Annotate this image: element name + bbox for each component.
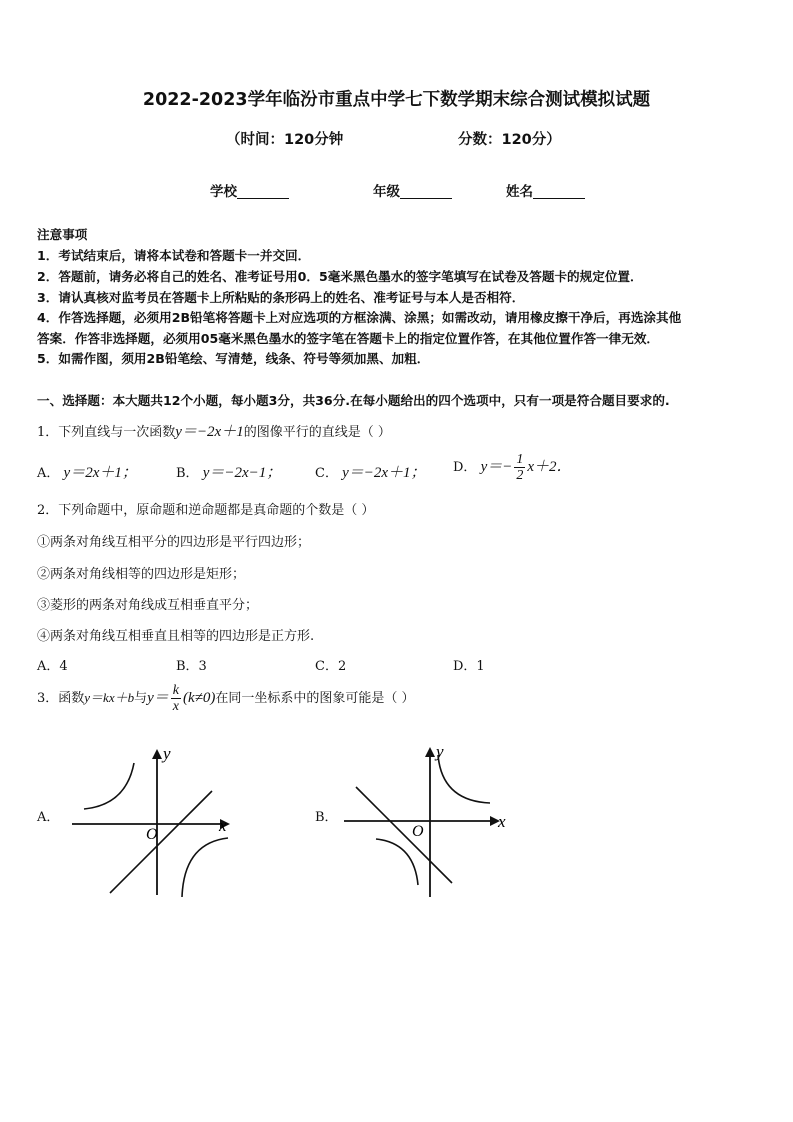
school-blank[interactable] bbox=[237, 184, 289, 199]
y-axis-arrow-icon bbox=[152, 749, 162, 759]
q1-option-d[interactable] bbox=[453, 452, 572, 483]
origin-label: O bbox=[146, 826, 158, 843]
q2-statement: ①两条对角线互相平分的四边形是平行四边形； bbox=[37, 535, 311, 550]
q3-suffix: 在同一坐标系中的图象可能是（ ） bbox=[215, 691, 415, 706]
grade-field bbox=[373, 180, 452, 200]
graph-a bbox=[60, 735, 240, 905]
q2-statement: ④两条对角线互相垂直且相等的四边形是正方形. bbox=[37, 629, 315, 644]
note-item: 5．如需作图，须用2B铅笔绘、写清楚，线条、符号等须加黑、加粗． bbox=[37, 351, 430, 366]
notes-heading: 注意事项 bbox=[37, 227, 88, 242]
grade-blank[interactable] bbox=[400, 184, 452, 199]
option-expr: y＝−2x−1； bbox=[202, 465, 282, 481]
q2-option-c[interactable]: C．2 bbox=[315, 659, 347, 674]
hyperbola-branch bbox=[438, 755, 490, 803]
q2-option-b[interactable]: B．3 bbox=[176, 659, 207, 674]
straight-line bbox=[110, 791, 212, 893]
q1-formula: y＝−2x＋1 bbox=[175, 424, 244, 440]
q3-option-b[interactable]: B． bbox=[315, 810, 338, 825]
q3-linear-formula: y＝kx＋b bbox=[84, 690, 135, 705]
question-2-stem: 2．下列命题中，原命题和逆命题都是真命题的个数是（ ） bbox=[37, 503, 375, 518]
note-item: 2．答题前，请务必将自己的姓名、准考证号用0．5毫米黑色墨水的签字笔填写在试卷及答题卡的规定位置． bbox=[37, 269, 643, 284]
option-expr: y＝−2x＋1； bbox=[342, 465, 426, 481]
option-label: B． bbox=[176, 466, 199, 481]
note-item: 3．请认真核对监考员在答题卡上所粘贴的条形码上的姓名、准考证号与本人是否相符． bbox=[37, 290, 525, 305]
fraction bbox=[171, 683, 181, 714]
option-expr: y＝2x＋1； bbox=[63, 465, 137, 481]
fraction-denominator: x bbox=[172, 699, 179, 714]
q1-prefix: 1．下列直线与一次函数 bbox=[37, 425, 176, 440]
exam-time: （时间：120分钟 bbox=[226, 132, 344, 148]
question-1-stem bbox=[37, 420, 391, 441]
q3-option-a[interactable]: A． bbox=[37, 810, 60, 825]
q3-mid: 与 bbox=[134, 691, 148, 706]
name-label: 姓名 bbox=[506, 184, 533, 200]
fraction-denominator: 2 bbox=[516, 468, 524, 483]
q3-prefix: 3．函数 bbox=[37, 691, 85, 706]
note-item: 4．作答选择题，必须用2B铅笔将答题卡上对应选项的方框涂满、涂黑；如需改动，请用橡皮擦干净后，再选涂其他 bbox=[37, 310, 682, 325]
option-expr-post: x＋2． bbox=[527, 459, 572, 475]
hyperbola-branch bbox=[84, 763, 134, 809]
name-blank[interactable] bbox=[533, 184, 585, 199]
note-item: 答案．作答非选择题，必须用05毫米黑色墨水的签字笔在答题卡上的指定位置作答，在其他位置作答一律无效． bbox=[37, 331, 660, 346]
graph-b bbox=[340, 735, 520, 905]
option-expr-pre: y＝− bbox=[480, 459, 513, 475]
option-label: C． bbox=[315, 466, 338, 481]
exam-score: 分数：120分） bbox=[458, 132, 561, 148]
q1-option-c[interactable] bbox=[315, 461, 426, 482]
school-field bbox=[210, 180, 289, 200]
grade-label: 年级 bbox=[373, 184, 400, 200]
x-axis-label: x bbox=[498, 812, 506, 831]
question-3-stem bbox=[37, 683, 415, 714]
x-axis-label: x bbox=[219, 816, 227, 835]
q1-option-b[interactable] bbox=[176, 461, 281, 482]
section-heading: 一、选择题：本大题共12个小题，每小题3分，共36分.在每小题给出的四个选项中，只有一项是符合题目要求的. bbox=[37, 393, 670, 408]
page-title: 2022-2023学年临汾市重点中学七下数学期末综合测试模拟试题 bbox=[142, 90, 651, 110]
y-axis-label: y bbox=[163, 744, 171, 763]
y-axis-arrow-icon bbox=[425, 747, 435, 757]
hyperbola-branch bbox=[182, 838, 228, 897]
name-field bbox=[506, 180, 585, 200]
q2-option-d[interactable]: D．1 bbox=[453, 659, 485, 674]
y-axis-label: y bbox=[436, 742, 444, 761]
school-label: 学校 bbox=[210, 184, 237, 200]
q2-statement: ②两条对角线相等的四边形是矩形； bbox=[37, 567, 246, 582]
option-label: D． bbox=[453, 460, 477, 475]
q2-statement: ③菱形的两条对角线成互相垂直平分； bbox=[37, 598, 259, 613]
fraction bbox=[514, 452, 525, 483]
option-label: A． bbox=[37, 466, 60, 481]
straight-line bbox=[356, 787, 452, 883]
note-item: 1．考试结束后，请将本试卷和答题卡一并交回． bbox=[37, 248, 311, 263]
fraction-numerator: 1 bbox=[516, 452, 524, 467]
hyperbola-branch bbox=[376, 839, 418, 885]
origin-label: O bbox=[412, 823, 424, 840]
q3-f2-pre: y＝ bbox=[147, 690, 169, 706]
fraction-numerator: k bbox=[172, 683, 179, 698]
q1-suffix: 的图像平行的直线是（ ） bbox=[243, 425, 391, 440]
q2-option-a[interactable]: A．4 bbox=[37, 659, 68, 674]
q3-f2-post: (k≠0) bbox=[183, 690, 216, 706]
q1-option-a[interactable] bbox=[37, 461, 137, 482]
